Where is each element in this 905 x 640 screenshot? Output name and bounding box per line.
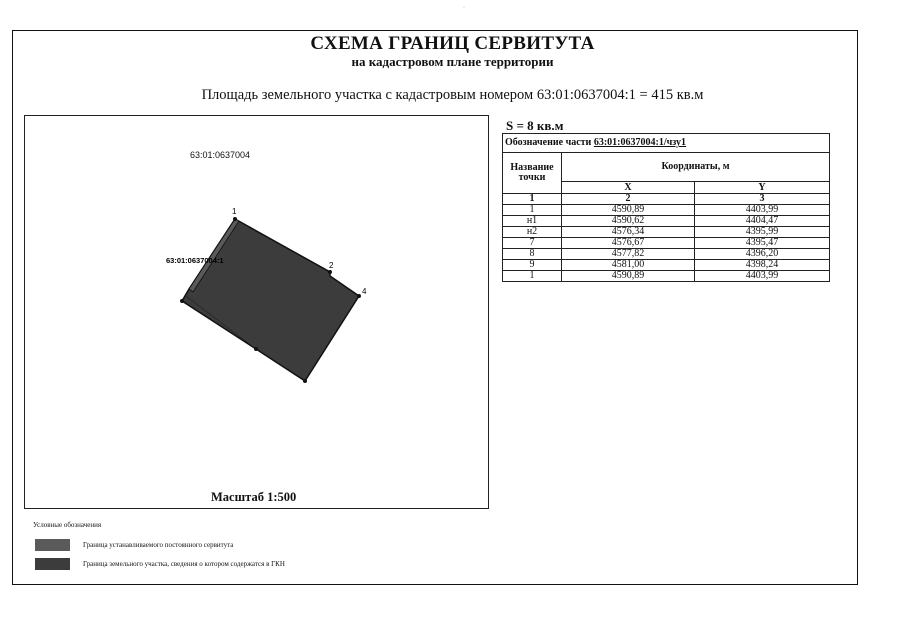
parcel-number-label: 63:01:0637004:1 [166, 256, 224, 265]
x-cell: 4576,67 [562, 238, 695, 249]
document-title: СХЕМА ГРАНИЦ СЕРВИТУТА [310, 33, 595, 54]
vertex-1 [233, 217, 237, 221]
col-y: Y [695, 182, 830, 194]
x-cell: 4590,62 [562, 216, 695, 227]
table-row [503, 238, 830, 249]
table-row [503, 227, 830, 238]
vertex-bottom [303, 379, 307, 383]
x-cell: 4590,89 [562, 271, 695, 282]
point-cell: н2 [503, 227, 562, 238]
index-cell: 3 [695, 194, 830, 205]
part-designation-row [503, 134, 830, 153]
legend-text-parcel: Граница земельного участка, сведения о котором содержатся в ГКН [83, 560, 285, 568]
index-cell: 2 [562, 194, 695, 205]
legend-swatch-parcel [35, 558, 70, 570]
land-parcel [182, 219, 359, 381]
legend-swatch-servitude [35, 539, 70, 551]
y-cell: 4395,99 [695, 227, 830, 238]
point-cell: 7 [503, 238, 562, 249]
vertex-mid [254, 347, 258, 351]
point-label-1: 1 [232, 207, 237, 216]
y-cell: 4403,99 [695, 205, 830, 216]
point-cell: 1 [503, 271, 562, 282]
servitude-area: S = 8 кв.м [506, 118, 564, 133]
coordinates-table [502, 133, 830, 282]
area-statement: Площадь земельного участка с кадастровым номером 63:01:0637004:1 = 415 кв.м [201, 87, 704, 103]
vertex-left [180, 299, 184, 303]
y-cell: 4404,47 [695, 216, 830, 227]
index-cell: 1 [503, 194, 562, 205]
point-label-4: 4 [362, 287, 367, 296]
table-row [503, 260, 830, 271]
y-cell: 4396,20 [695, 249, 830, 260]
y-cell: 4398,24 [695, 260, 830, 271]
table-row [503, 249, 830, 260]
y-cell: 4395,47 [695, 238, 830, 249]
cadastral-quarter-label: 63:01:0637004 [190, 150, 251, 160]
vertex-4 [357, 294, 361, 298]
table-row [503, 205, 830, 216]
document-subtitle: на кадастровом плане территории [351, 54, 554, 69]
table-row [503, 271, 830, 282]
y-cell: 4403,99 [695, 271, 830, 282]
part-number: 63:01:0637004:1/чзу1 [593, 137, 687, 148]
point-cell: 1 [503, 205, 562, 216]
x-cell: 4576,34 [562, 227, 695, 238]
legend-text-servitude: Граница устанавливаемого постоянного сервитута [83, 541, 234, 549]
point-label-2: 2 [329, 261, 334, 270]
scan-speck: · [463, 5, 465, 11]
x-cell: 4581,00 [562, 260, 695, 271]
point-cell: 8 [503, 249, 562, 260]
col-point-name: Название точки [503, 153, 562, 194]
map-scale: Масштаб 1:500 [211, 490, 297, 504]
index-row [503, 194, 830, 205]
point-cell: 9 [503, 260, 562, 271]
vertex-2 [328, 270, 332, 274]
header-row [503, 153, 830, 182]
col-x: X [562, 182, 695, 194]
table-row [503, 216, 830, 227]
part-prefix: Обозначение части [505, 137, 592, 148]
point-cell: н1 [503, 216, 562, 227]
legend-title: Условные обозначения [33, 521, 102, 529]
x-cell: 4590,89 [562, 205, 695, 216]
x-cell: 4577,82 [562, 249, 695, 260]
col-coordinates: Координаты, м [562, 153, 830, 182]
